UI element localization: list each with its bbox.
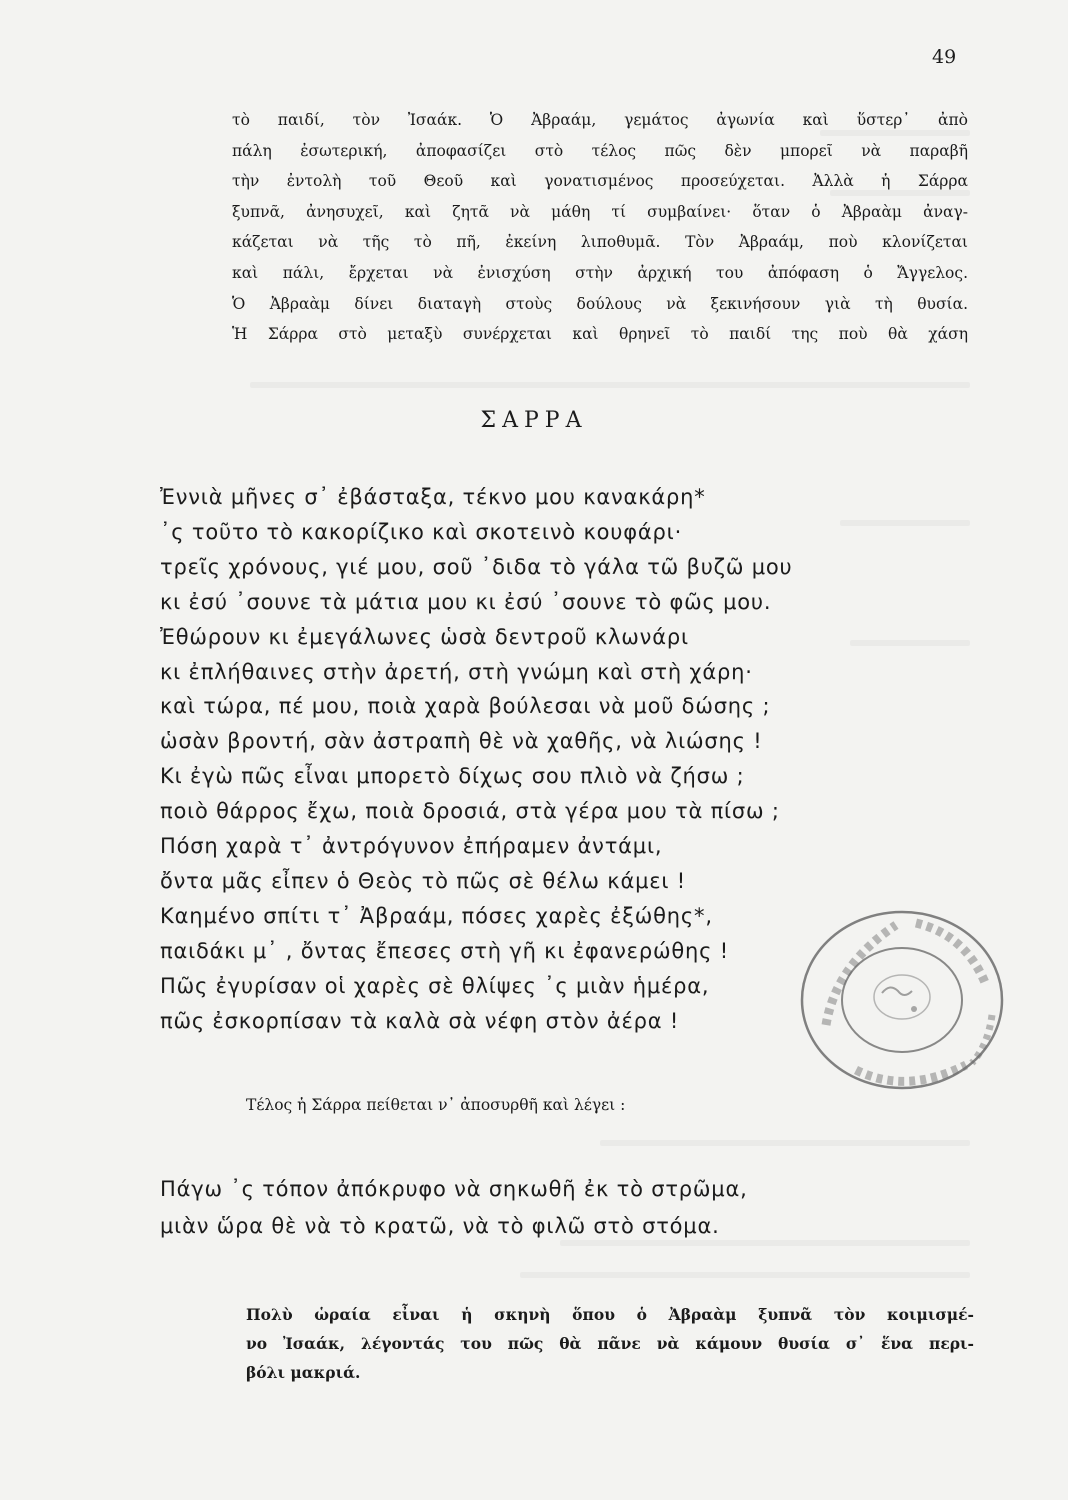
library-stamp-graphic [796,905,1008,1095]
verse-line: πῶς ἐσκορπίσαν τὰ καλὰ σὰ νέφη στὸν ἀέρα ! [160,1008,680,1033]
intro-line: καὶ πάλι, ἔρχεται νὰ ἐνισχύση στὴν ἀρχική του ἀπόφαση ὁ Ἄγγελος. [232,263,968,282]
page-number: 49 [932,46,957,68]
verse-line: ὡσὰν βροντή, σὰν ἀστραπὴ θὲ νὰ χαθῆς, νὰ λιώσης ! [160,729,763,754]
commentary-paragraph [246,1300,974,1387]
verse-line: Ἐθώρουν κι ἐμεγάλωνες ὡσὰ δεντροῦ κλωνάρι [160,624,689,649]
verse-line: Πῶς ἐγυρίσαν οἱ χαρὲς σὲ θλίψες ᾽ς μιὰν ἡμέρα, [160,973,710,998]
intro-line: ξυπνᾶ, ἀνησυχεῖ, καὶ ζητᾶ νὰ μάθη τί συμβαίνει· ὅταν ὁ Ἀβραὰμ ἀναγ- [232,202,968,221]
intro-line: πάλη ἐσωτερική, ἀποφασίζει στὸ τέλος πῶς δὲν μπορεῖ νὰ παραβῆ [232,141,968,160]
verse-line: μιὰν ὥρα θὲ νὰ τὸ κρατῶ, νὰ τὸ φιλῶ στὸ στόμα. [160,1214,720,1238]
intro-paragraph [232,105,968,350]
library-stamp-icon [796,905,1008,1095]
verse-line: Πόση χαρὰ τ᾽ ἀντρόγυνον ἐπήραμεν ἀντάμι, [160,834,663,859]
stage-direction: Τέλος ἡ Σάρρα πείθεται ν᾽ ἀποσυρθῆ καὶ λέγει : [246,1096,626,1114]
intro-line: Ὁ Ἀβραὰμ δίνει διαταγὴ στοὺς δούλους νὰ ξεκινήσουν γιὰ τὴ θυσία. [232,294,968,313]
verse-line: Πάγω ᾽ς τόπον ἀπόκρυφο νὰ σηκωθῆ ἐκ τὸ στρῶμα, [160,1177,748,1201]
commentary-line: νο Ἰσαάκ, λέγοντάς του πῶς θὰ πᾶνε νὰ κάμουν θυσία σ᾽ ἕνα περι- [246,1334,974,1353]
intro-line: τὸ παιδί, τὸν Ἰσαάκ. Ὁ Ἀβραάμ, γεμάτος ἀγωνία καὶ ὕστερ᾽ ἀπὸ [232,111,968,129]
poem-closing [160,1171,920,1245]
intro-line: κάζεται νὰ τῆς τὸ πῆ, ἐκείνη λιποθυμᾶ. Τὸν Ἀβραάμ, ποὺ κλονίζεται [232,233,968,252]
verse-line: Ἐννιὰ μῆνες σ᾽ ἐβάσταξα, τέκνο μου κανακάρη* [160,485,706,509]
verse-line: παιδάκι μ᾽ , ὄντας ἔπεσες στὴ γῆ κι ἐφανερώθης ! [160,938,729,963]
commentary-line: βόλι μακριά. [246,1363,361,1382]
verse-line: κι ἐσύ ᾽σουνε τὰ μάτια μου κι ἐσύ ᾽σουνε τὸ φῶς μου. [160,589,772,614]
speaker-heading: ΣΑΡΡΑ [480,408,588,433]
verse-line: τρεῖς χρόνους, γιέ μου, σοῦ ᾽διδα τὸ γάλα τῶ βυζῶ μου [160,554,793,579]
verse-line: καὶ τώρα, πέ μου, ποιὰ χαρὰ βούλεσαι νὰ μοῦ δώσης ; [160,694,771,719]
verse-line: Κι ἐγὼ πῶς εἶναι μπορετὸ δίχως σου πλιὸ νὰ ζήσω ; [160,764,745,789]
verse-line: ᾽ς τοῦτο τὸ κακορίζικο καὶ σκοτεινὸ κουφάρι· [160,519,683,544]
verse-line: ὄντα μᾶς εἶπεν ὁ Θεὸς τὸ πῶς σὲ θέλω κάμει ! [160,868,687,893]
verse-line: Καημένο σπίτι τ᾽ Ἀβραάμ, πόσες χαρὲς ἐξώθης*, [160,903,713,928]
commentary-line: Πολὺ ὡραία εἶναι ἡ σκηνὴ ὅπου ὁ Ἀβραὰμ ξυπνᾶ τὸν κοιμισμέ- [246,1305,974,1324]
intro-line: Ἡ Σάρρα στὸ μεταξὺ συνέρχεται καὶ θρηνεῖ τὸ παιδί της ποὺ θὰ χάση [232,325,968,344]
intro-line: τὴν ἐντολὴ τοῦ Θεοῦ καὶ γονατισμένος προσεύχεται. Ἀλλὰ ἡ Σάρρα [232,172,968,191]
verse-line: κι ἐπλήθαινες στὴν ἀρετή, στὴ γνώμη καὶ στὴ χάρη· [160,659,753,684]
verse-line: ποιὸ θάρρος ἔχω, ποιὰ δροσιά, στὰ γέρα μου τὰ πίσω ; [160,799,780,824]
